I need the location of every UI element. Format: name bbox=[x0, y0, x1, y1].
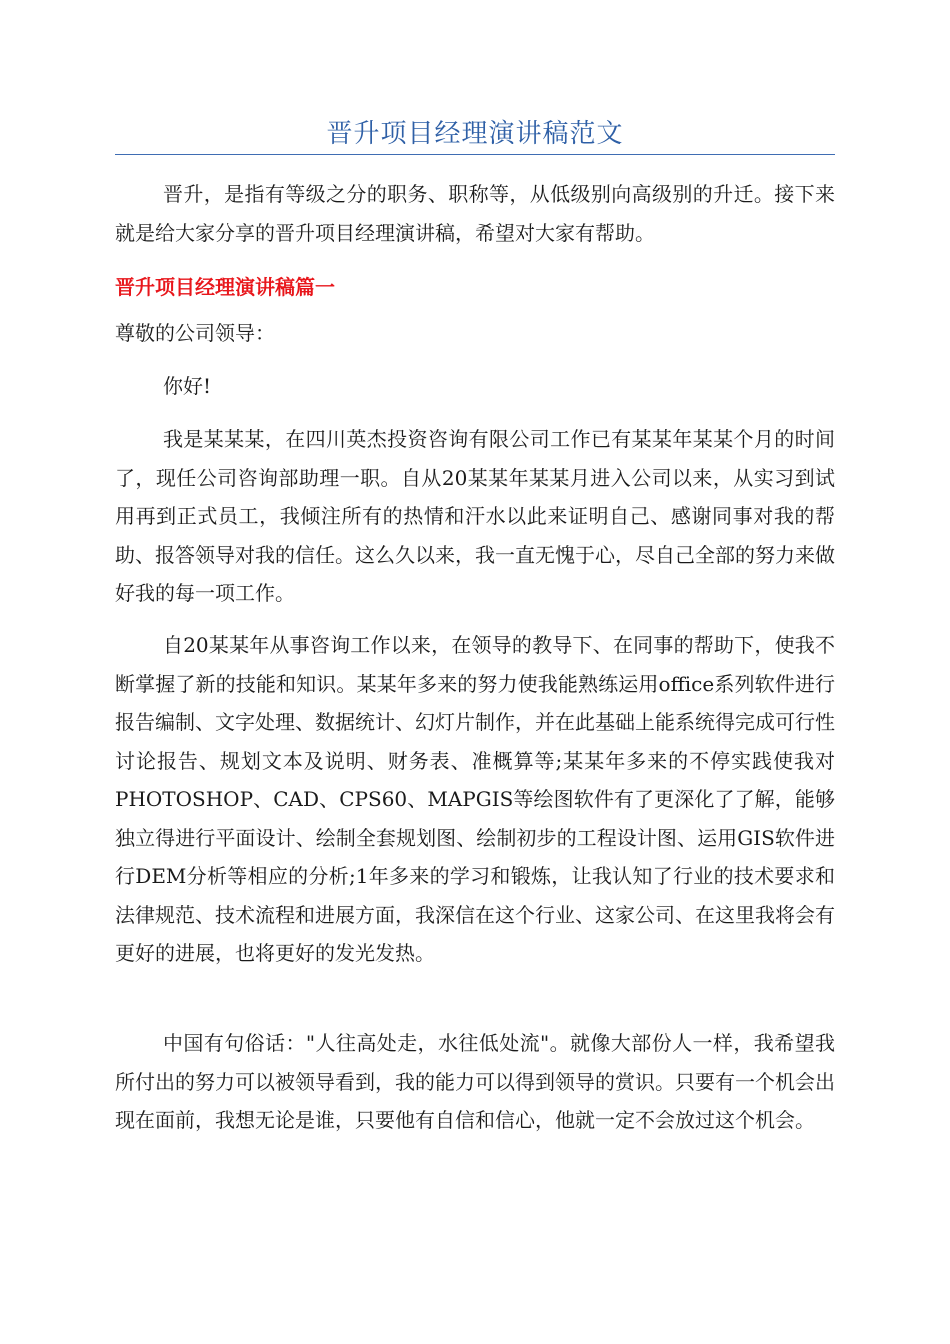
section-heading: 晋升项目经理演讲稿篇一 bbox=[115, 275, 335, 299]
salutation: 尊敬的公司领导： bbox=[115, 321, 275, 345]
title-divider bbox=[115, 154, 835, 155]
body-paragraph-3: 中国有句俗话："人往高处走，水往低处流"。就像大部份人一样，我希望我所付出的努力可以被领导看到，我的能力可以得到领导的赏识。只要有一个机会出现在面前，我想无论是谁，只要他有自信和信心，他就一定不会放过这个机会。 bbox=[115, 1031, 835, 1132]
greeting: 你好! bbox=[163, 374, 212, 398]
body-paragraph-1: 我是某某某，在四川英杰投资咨询有限公司工作已有某某年某某个月的时间了，现任公司咨询部助理一职。自从20某某年某某月进入公司以来，从实习到试用再到正式员工，我倾注所有的热情和汗水以此来证明自己、感谢同事对我的帮助、报答领导对我的信任。这么久以来，我一直无愧于心，尽自己全部的努力来做好我的每一项工作。 bbox=[115, 427, 835, 605]
document-title: 晋升项目经理演讲稿范文 bbox=[326, 119, 624, 149]
intro-paragraph: 晋升，是指有等级之分的职务、职称等，从低级别向高级别的升迁。接下来就是给大家分享的晋升项目经理演讲稿，希望对大家有帮助。 bbox=[115, 182, 835, 245]
body-paragraph-2: 自20某某年从事咨询工作以来，在领导的教导下、在同事的帮助下，使我不断掌握了新的技能和知识。某某年多来的努力使我能熟练运用office系列软件进行报告编制、文字处理、数据统计、幻灯片制作，并在此基础上能系统得完成可行性讨论报告、规划文本及说明、财务表、准概算等;某某年多来的不停实践使我对PHOTOSHOP、CAD、CPS60、MAPGIS等绘图软件有了更深化了了解，能够独立得进行平面设计、绘制全套规划图、绘制初步的工程设计图、运用GIS软件进行DEM分析等相应的分析;1年多来的学习和锻炼，让我认知了行业的技术要求和法律规范、技术流程和进展方面，我深信在这个行业、这家公司、在这里我将会有更好的进展，也将更好的发光发热。 bbox=[115, 633, 835, 965]
